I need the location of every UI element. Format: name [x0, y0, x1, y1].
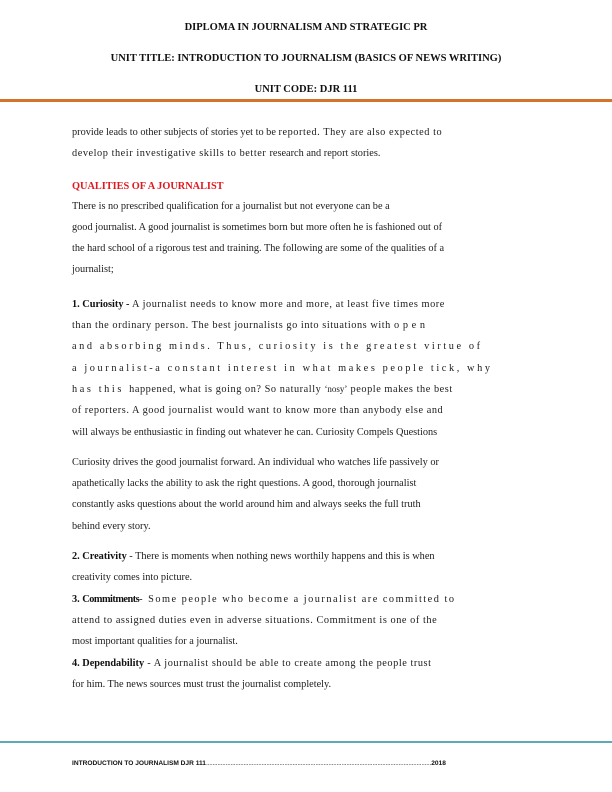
intro-text: provide leads to other subjects of stories yet to be — [72, 127, 279, 138]
text-line: the hard school of a rigorous test and training. The following are some of the qualities of a — [72, 243, 445, 255]
text-line: good journalist. A good journalist is sometimes born but more often he is fashioned out of — [72, 221, 443, 233]
quality-commitments — [72, 589, 547, 653]
footer-divider — [0, 741, 612, 743]
text-line: There is no prescribed qualification for a journalist but not everyone can be a — [72, 200, 390, 212]
quality-number: 3. — [72, 593, 83, 605]
text-line: will always be enthusiastic in finding out whatever he can. Curiosity Compels Questions — [72, 426, 438, 438]
quality-dependability — [72, 653, 547, 696]
text-line: apathetically lacks the ability to ask the right questions. A good, thorough journalist — [72, 478, 417, 490]
program-title: DIPLOMA IN JOURNALISM AND STRATEGIC PR — [184, 22, 428, 33]
quality-number: 1. — [72, 298, 83, 310]
text-line: - Some people who become a journalist are committed to — [139, 593, 456, 605]
quality-curiosity — [72, 294, 547, 443]
quality-creativity — [72, 546, 547, 589]
intro-text: research and report stories. — [269, 148, 381, 160]
text-line: most important qualities for a journalist. — [72, 636, 238, 648]
quality-term: Commitments — [82, 593, 140, 605]
text-line: of reporters. A good journalist would want to know more than anybody else and — [72, 405, 444, 417]
text-line: - There is moments when nothing news worthily happens and this is when — [126, 551, 435, 563]
quality-term: Curiosity - — [82, 298, 130, 310]
text-line: Curiosity drives the good journalist forward. An individual who watches life passively or — [72, 456, 439, 468]
text-line: constantly asks questions about the world around him and always seeks the full truth — [72, 499, 421, 511]
section-intro — [72, 196, 547, 281]
text-line: and absorbing minds. Thus, curiosity is the greatest virtue of — [72, 341, 483, 353]
footer-title: INTRODUCTION TO JOURNALISM DJR 111 — [72, 760, 206, 767]
text-line: has this — [72, 383, 130, 395]
text-line: a journalist-a constant interest in what makes people tick, why — [72, 362, 493, 374]
text-line: journalist; — [72, 264, 114, 276]
curiosity-paragraph — [72, 452, 547, 537]
text-line: people makes the best — [347, 383, 453, 395]
text-line: A journalist needs to know more and more, at least five times more — [129, 298, 445, 310]
header-divider — [0, 99, 612, 102]
intro-paragraph — [72, 122, 547, 165]
text-line: than the ordinary person. The best journalists go into situations with — [72, 320, 394, 332]
text-line: happened, what is going on? So naturally — [129, 383, 325, 395]
footer-year: 2018 — [431, 760, 446, 767]
unit-title: UNIT TITLE: INTRODUCTION TO JOURNALISM (BASICS OF NEWS WRITING) — [110, 53, 502, 64]
text-line: attend to assigned duties even in adverse situations. Commitment is one of the — [72, 614, 438, 626]
intro-text: reported. They are also expected to — [278, 127, 443, 138]
text-line: for him. The news sources must trust the journalist completely. — [72, 678, 332, 690]
intro-text: develop their investigative skills to better — [72, 148, 270, 160]
text-line: ‘nosy’ — [324, 383, 348, 394]
section-heading: QUALITIES OF A JOURNALIST — [72, 180, 224, 192]
footer-leader-dots: .......................................................................................................................................... — [205, 760, 432, 767]
quality-number: 2. — [72, 551, 83, 563]
text-line: creativity comes into picture. — [72, 572, 193, 584]
quality-term: Creativity — [82, 551, 127, 563]
quality-term: Dependability — [82, 657, 145, 669]
text-line: o p e n — [394, 320, 426, 332]
text-line: - A journalist should be able to create among the people trust — [144, 657, 432, 669]
quality-number: 4. — [72, 657, 83, 669]
page-footer — [72, 760, 542, 767]
document-body — [72, 122, 547, 695]
text-line: behind every story. — [72, 520, 151, 532]
unit-code: UNIT CODE: DJR 111 — [254, 84, 358, 95]
